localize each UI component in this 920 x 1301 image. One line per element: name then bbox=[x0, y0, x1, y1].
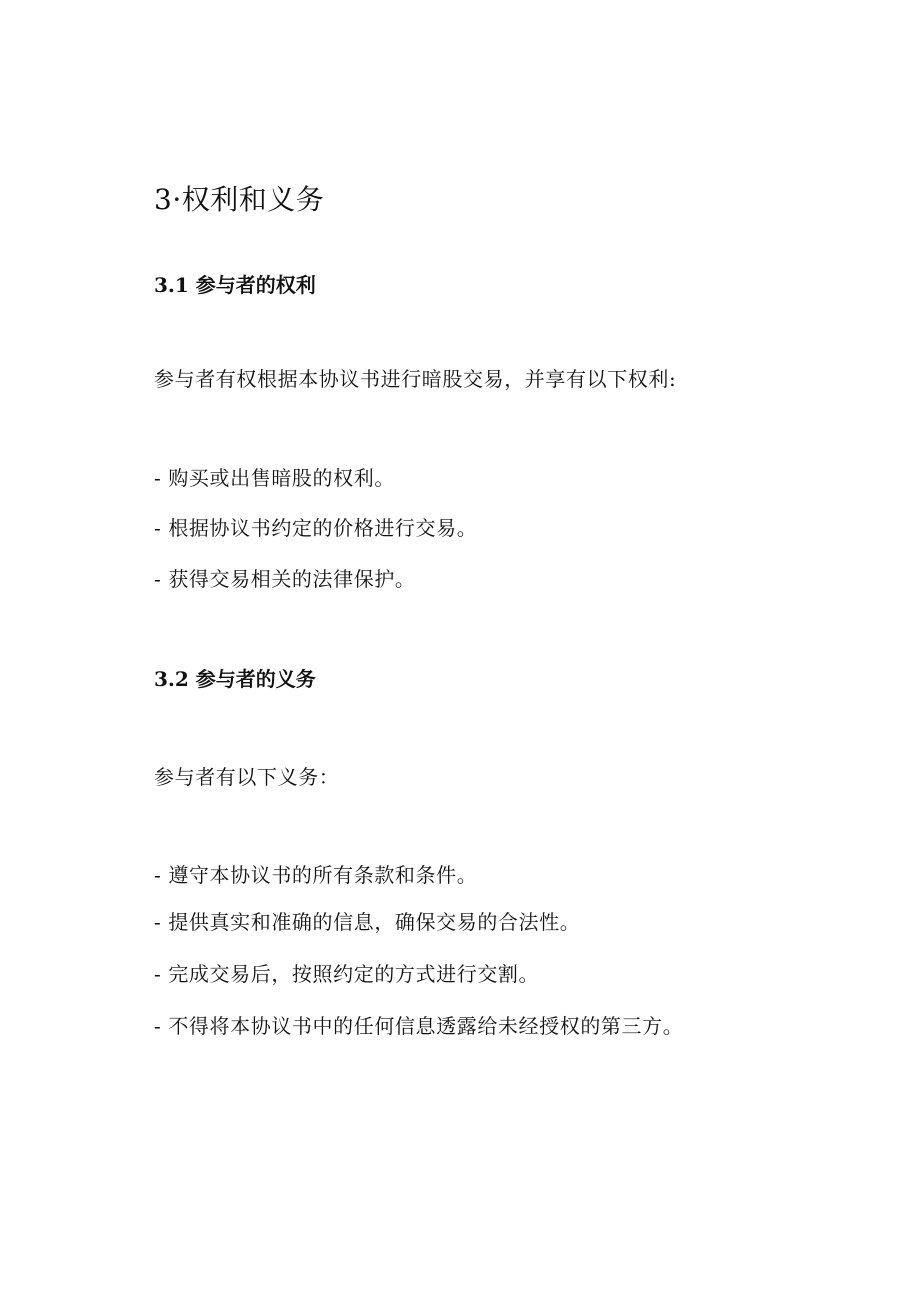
obligations-intro: 参与者有以下义务： bbox=[154, 765, 340, 789]
rights-list-item: - 根据协议书约定的价格进行交易。 bbox=[154, 516, 478, 540]
rights-intro: 参与者有权根据本协议书进行暗股交易，并享有以下权利: bbox=[154, 367, 677, 391]
obligations-list-item: - 完成交易后，按照约定的方式进行交割。 bbox=[154, 962, 540, 986]
rights-list-item: - 获得交易相关的法律保护。 bbox=[154, 567, 416, 591]
rights-list-item: - 购买或出售暗股的权利。 bbox=[154, 466, 395, 490]
obligations-list-item: - 不得将本协议书中的任何信息透露给未经授权的第三方。 bbox=[154, 1014, 684, 1038]
obligations-list-item: - 提供真实和准确的信息，确保交易的合法性。 bbox=[154, 910, 581, 934]
obligations-list-item: - 遵守本协议书的所有条款和条件。 bbox=[154, 863, 478, 887]
obligations-heading: 3.2 参与者的义务 bbox=[154, 667, 316, 691]
rights-heading: 3.1 参与者的权利 bbox=[154, 273, 316, 297]
section-title: 3·权利和义务 bbox=[154, 183, 325, 216]
